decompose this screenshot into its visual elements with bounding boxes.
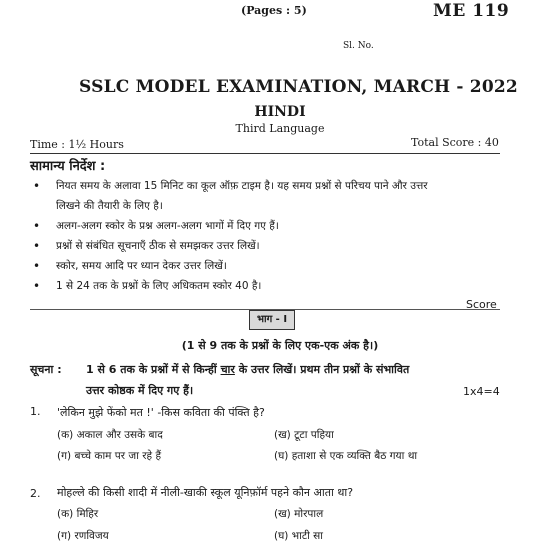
question-number: 1. bbox=[30, 405, 41, 418]
option-b: (ख) मोरपाल bbox=[274, 508, 324, 520]
instruction-item: • स्कोर, समय आदि पर ध्यान देकर उत्तर लिखें। bbox=[30, 256, 500, 276]
bullet-icon: • bbox=[33, 259, 41, 273]
option-d: (घ) हताशा से एक व्यक्ति बैठ गया था bbox=[274, 450, 418, 462]
option-a: (क) मिहिर bbox=[57, 508, 99, 520]
header-divider bbox=[30, 153, 500, 154]
instruction-text-line-2: उत्तर कोष्ठक में दिए गए हैं। bbox=[86, 384, 194, 397]
question-text: मोहल्ले की किसी शादी में नीली-खाकी स्कूल यूनिफ़ॉर्म पहने कौन आता था? bbox=[57, 486, 354, 499]
serial-number-label: Sl. No. bbox=[343, 41, 374, 51]
bullet-icon: • bbox=[33, 219, 41, 233]
bullet-icon: • bbox=[33, 179, 41, 193]
question-text: 'लेकिन मुझे फेंको मत !' -किस कविता की पंक्ति है? bbox=[57, 406, 265, 419]
option-c: (ग) बच्चे काम पर जा रहे हैं bbox=[57, 450, 162, 462]
general-instructions-list bbox=[30, 176, 500, 296]
bullet-icon: • bbox=[33, 279, 41, 293]
option-d: (घ) भाटी सा bbox=[274, 530, 324, 542]
page-count: (Pages : 5) bbox=[241, 4, 307, 17]
general-instructions-heading: सामान्य निर्देश : bbox=[30, 159, 106, 174]
score-column-label: Score bbox=[466, 298, 497, 311]
instruction-item: • अलग-अलग स्कोर के प्रश्न अलग-अलग भागों में दिए गए हैं। bbox=[30, 216, 500, 236]
paper-code: ME 119 bbox=[433, 1, 510, 21]
instruction-item: • प्रश्नों से संबंधित सूचनाएँ ठीक से समझकर उत्तर लिखें। bbox=[30, 236, 500, 256]
subject-title: HINDI bbox=[254, 104, 306, 120]
marks-allocation: 1x4=4 bbox=[463, 385, 500, 398]
part-note: (1 से 9 तक के प्रश्नों के लिए एक-एक अंक है।) bbox=[181, 339, 379, 352]
option-a: (क) अकाल और उसके बाद bbox=[57, 429, 163, 441]
exam-title: SSLC MODEL EXAMINATION, MARCH - 2022 bbox=[79, 77, 518, 97]
instruction-text-line-1: 1 से 6 तक के प्रश्नों में से किन्हीं चार के उत्तर लिखें। प्रथम तीन प्रश्नों के संभावित bbox=[86, 363, 410, 376]
instruction-item-continuation: लिखने की तैयारी के लिए है। bbox=[56, 200, 163, 212]
instruction-item: • नियत समय के अलावा 15 मिनिट का कूल ऑफ़ टाइम है। यह समय प्रश्नों से परिचय पाने और उत्तर bbox=[30, 176, 500, 196]
total-score-label: Total Score : 40 bbox=[411, 136, 499, 149]
part-label: भाग - I bbox=[249, 310, 295, 330]
option-b: (ख) टूटा पहिया bbox=[274, 429, 334, 441]
instruction-label: सूचना : bbox=[30, 363, 62, 376]
time-label: Time : 1½ Hours bbox=[30, 138, 124, 151]
question-number: 2. bbox=[30, 487, 41, 500]
instruction-item: • 1 से 24 तक के प्रश्नों के लिए अधिकतम स्कोर 40 है। bbox=[30, 276, 500, 296]
language-label: Third Language bbox=[235, 122, 325, 135]
option-c: (ग) रणविजय bbox=[57, 530, 109, 542]
bullet-icon: • bbox=[33, 239, 41, 253]
underlined-word: चार bbox=[220, 363, 235, 376]
